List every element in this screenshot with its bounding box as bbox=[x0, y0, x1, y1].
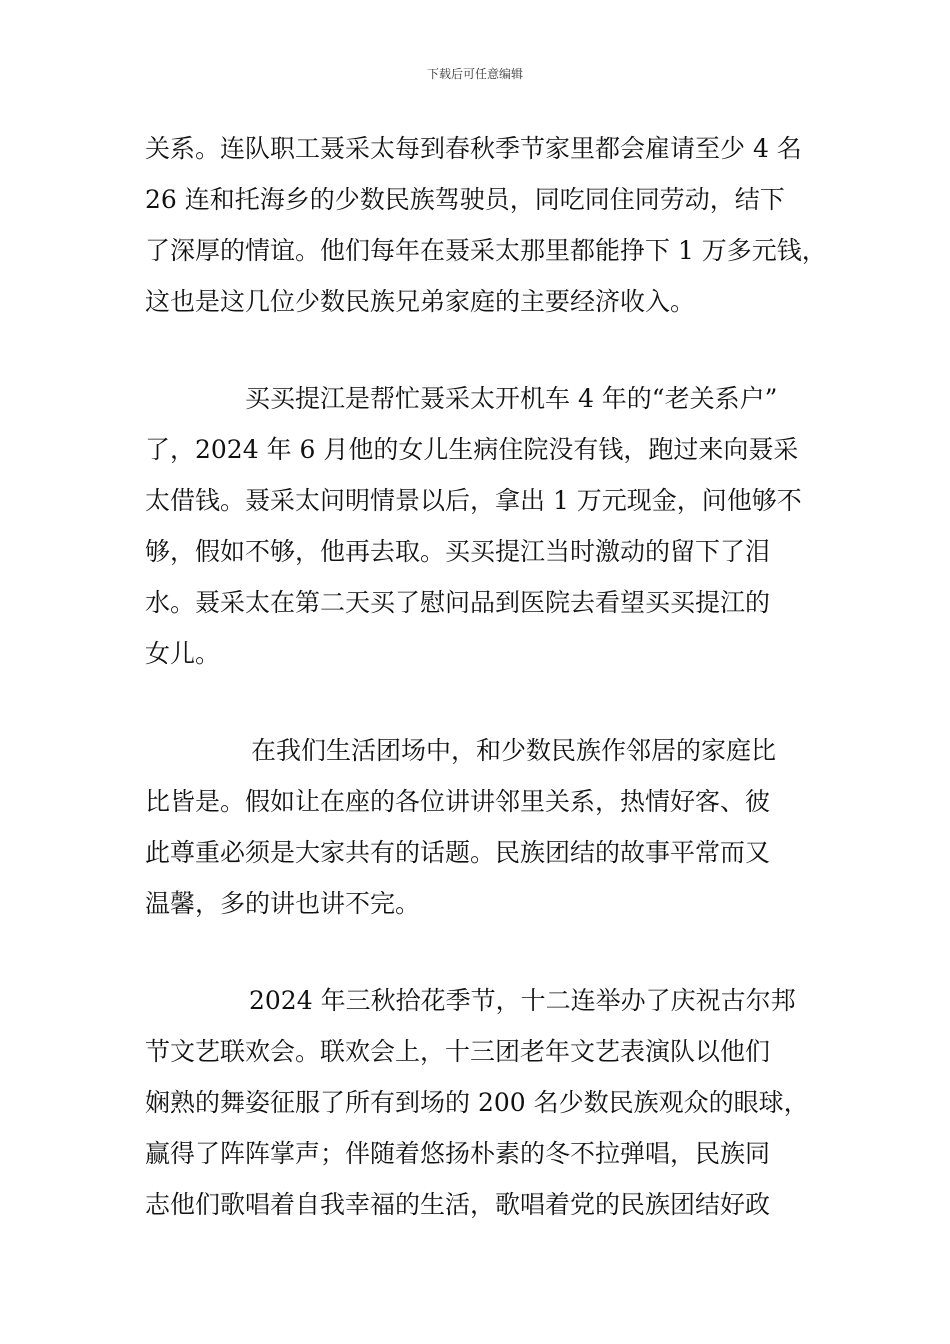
text-line: 水。聂采太在第二天买了慰问品到医院去看望买买提江的 bbox=[145, 588, 771, 617]
text-line: 此尊重必须是大家共有的话题。民族团结的故事平常而又 bbox=[145, 838, 771, 867]
text-line: 比皆是。假如让在座的各位讲讲邻里关系，热情好客、彼 bbox=[145, 787, 771, 816]
paragraph-2 bbox=[145, 381, 815, 672]
paragraph-spacer bbox=[145, 937, 815, 983]
text-line: 了深厚的情谊。他们每年在聂采太那里都能挣下 1 万多元钱， bbox=[145, 236, 827, 265]
text-line: 买买提江是帮忙聂采太开机车 4 年的“老关系户” bbox=[245, 384, 778, 413]
paragraph-3 bbox=[145, 733, 815, 922]
paragraph-4 bbox=[145, 983, 815, 1223]
text-line: 女儿。 bbox=[145, 639, 221, 668]
text-line: 在我们生活团场中，和少数民族作邻居的家庭比 bbox=[251, 736, 777, 765]
text-line: 够，假如不够，他再去取。买买提江当时激动的留下了泪 bbox=[145, 537, 771, 566]
text-line: 娴熟的舞姿征服了所有到场的 200 名少数民族观众的眼球， bbox=[145, 1088, 809, 1117]
text-line: 节文艺联欢会。联欢会上，十三团老年文艺表演队以他们 bbox=[145, 1037, 771, 1066]
text-line: 太借钱。聂采太问明情景以后，拿出 1 万元现金，问他够不 bbox=[145, 486, 802, 515]
text-line: 温馨，多的讲也讲不完。 bbox=[145, 889, 421, 918]
document-body bbox=[145, 131, 827, 1238]
text-line: 26 连和托海乡的少数民族驾驶员，同吃同住同劳动，结下 bbox=[145, 185, 785, 214]
text-line: 赢得了阵阵掌声；伴随着悠扬朴素的冬不拉弹唱，民族同 bbox=[145, 1139, 771, 1168]
text-line: 志他们歌唱着自我幸福的生活，歌唱着党的民族团结好政 bbox=[145, 1190, 771, 1219]
text-line: 了，2024 年 6 月他的女儿生病住院没有钱，跑过来向聂采 bbox=[145, 435, 799, 464]
text-line: 2024 年三秋拾花季节，十二连举办了庆祝古尔邦 bbox=[249, 986, 796, 1015]
page-header: 下载后可任意编辑 bbox=[426, 67, 523, 81]
text-line: 这也是这几位少数民族兄弟家庭的主要经济收入。 bbox=[145, 287, 696, 316]
paragraph-1 bbox=[145, 131, 827, 320]
paragraph-spacer bbox=[145, 335, 815, 381]
text-line: 关系。连队职工聂采太每到春秋季节家里都会雇请至少 4 名 bbox=[145, 134, 802, 163]
paragraph-spacer bbox=[145, 687, 815, 733]
